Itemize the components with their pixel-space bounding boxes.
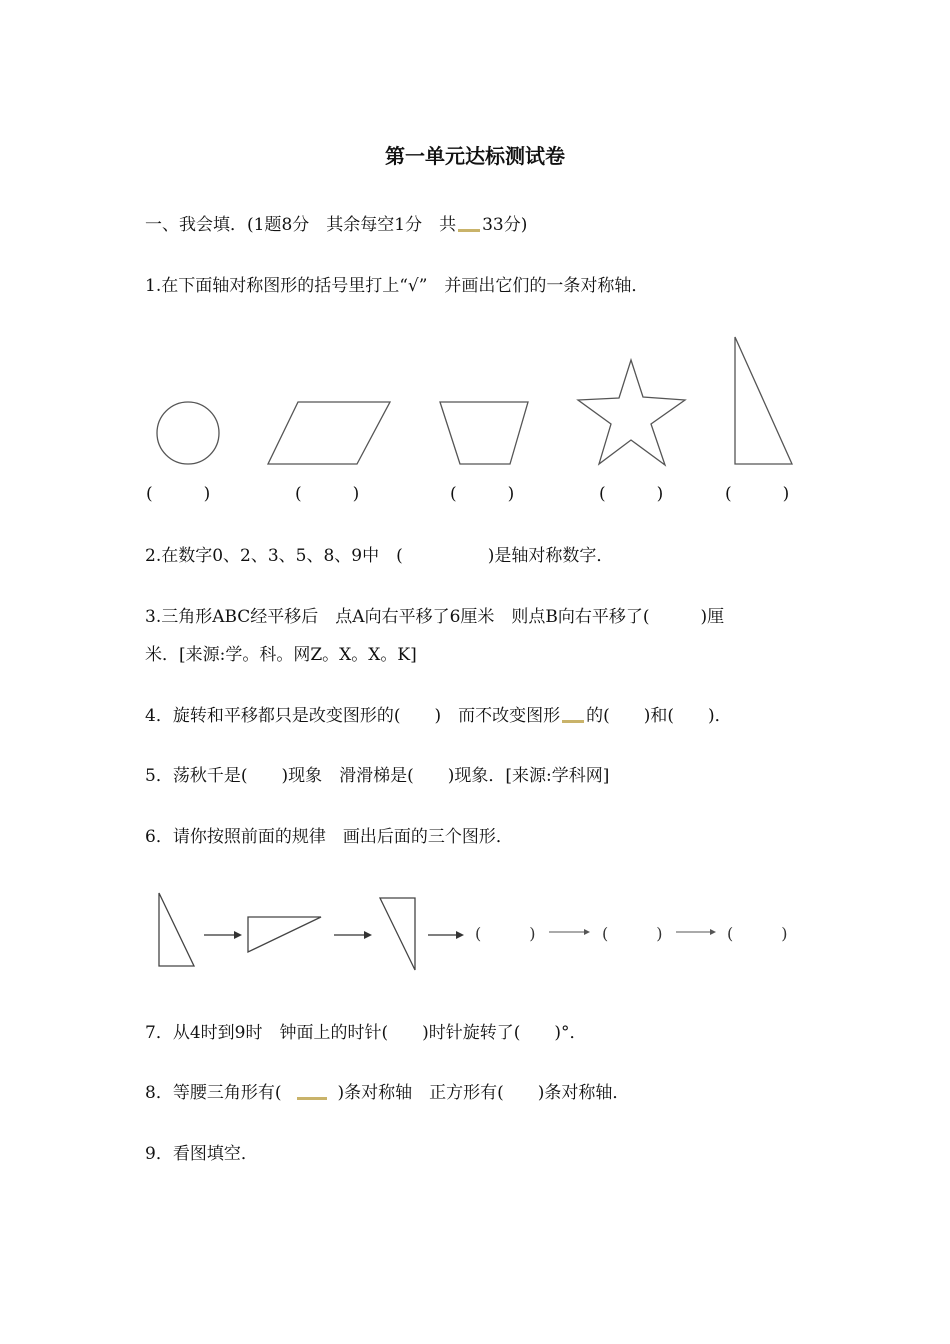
pattern-answer-blank-2[interactable]: ( ): [602, 924, 663, 943]
arrow-4-head: [584, 929, 590, 935]
question-4: [145, 704, 732, 728]
highlight-mark: [562, 720, 584, 723]
question-2: 2.在数字0、2、3、5、8、9中 ( )是轴对称数字．: [145, 546, 614, 566]
star-shape: [578, 360, 685, 465]
page-title: 第一单元达标测试卷: [385, 144, 565, 168]
answer-blank-circle[interactable]: ( ): [146, 484, 211, 504]
question-5: 5．荡秋千是( )现象 滑滑梯是( )现象．[来源:学科网]: [145, 766, 610, 786]
answer-blank-trapezoid[interactable]: ( ): [450, 484, 515, 504]
arrow-1-head: [234, 931, 242, 939]
pattern-triangle-3: [380, 898, 415, 970]
question-4-text-b: 的( )和( )．: [586, 706, 732, 726]
answer-blank-parallelogram[interactable]: ( ): [295, 484, 360, 504]
arrow-5-head: [710, 929, 716, 935]
question-7: 7．从4时到9时 钟面上的时针( )时针旋转了( )°．: [145, 1023, 587, 1043]
pattern-answer-blank-1[interactable]: ( ): [475, 924, 536, 943]
question-3-line-1: 3.三角形ABC经平移后 点A向右平移了6厘米 则点B向右平移了( )厘: [145, 607, 725, 627]
arrow-2-head: [364, 931, 372, 939]
question-3-line-2: 米．[来源:学。科。网Z。X。X。K]: [145, 645, 417, 665]
question-4-text-a: 4．旋转和平移都只是改变图形的( ) 而不改变图形: [145, 706, 561, 726]
arrow-3-head: [456, 931, 464, 939]
question-8-text-a: 8．等腰三角形有(: [145, 1083, 282, 1103]
trapezoid-shape: [440, 402, 528, 464]
question-8-text-b: )条对称轴 正方形有( )条对称轴．: [337, 1083, 630, 1103]
question-1: 1.在下面轴对称图形的括号里打上“√” 并画出它们的一条对称轴．: [145, 276, 649, 296]
highlight-mark: [297, 1097, 327, 1100]
parallelogram-shape: [268, 402, 390, 464]
section-1-header-score: 33分): [482, 215, 528, 235]
right-triangle-shape: [735, 337, 792, 464]
section-1-header-text: 一、我会填．(1题8分 其余每空1分 共: [145, 215, 457, 235]
question-6: 6．请你按照前面的规律 画出后面的三个图形．: [145, 827, 513, 847]
pattern-triangle-1: [159, 893, 194, 966]
question-9: 9．看图填空．: [145, 1144, 258, 1164]
pattern-answer-blank-3[interactable]: ( ): [727, 924, 788, 943]
circle-shape: [157, 402, 219, 464]
answer-blank-triangle[interactable]: ( ): [725, 484, 790, 504]
question-8: [145, 1081, 629, 1105]
pattern-triangle-2: [248, 917, 321, 952]
answer-blank-star[interactable]: ( ): [599, 484, 664, 504]
